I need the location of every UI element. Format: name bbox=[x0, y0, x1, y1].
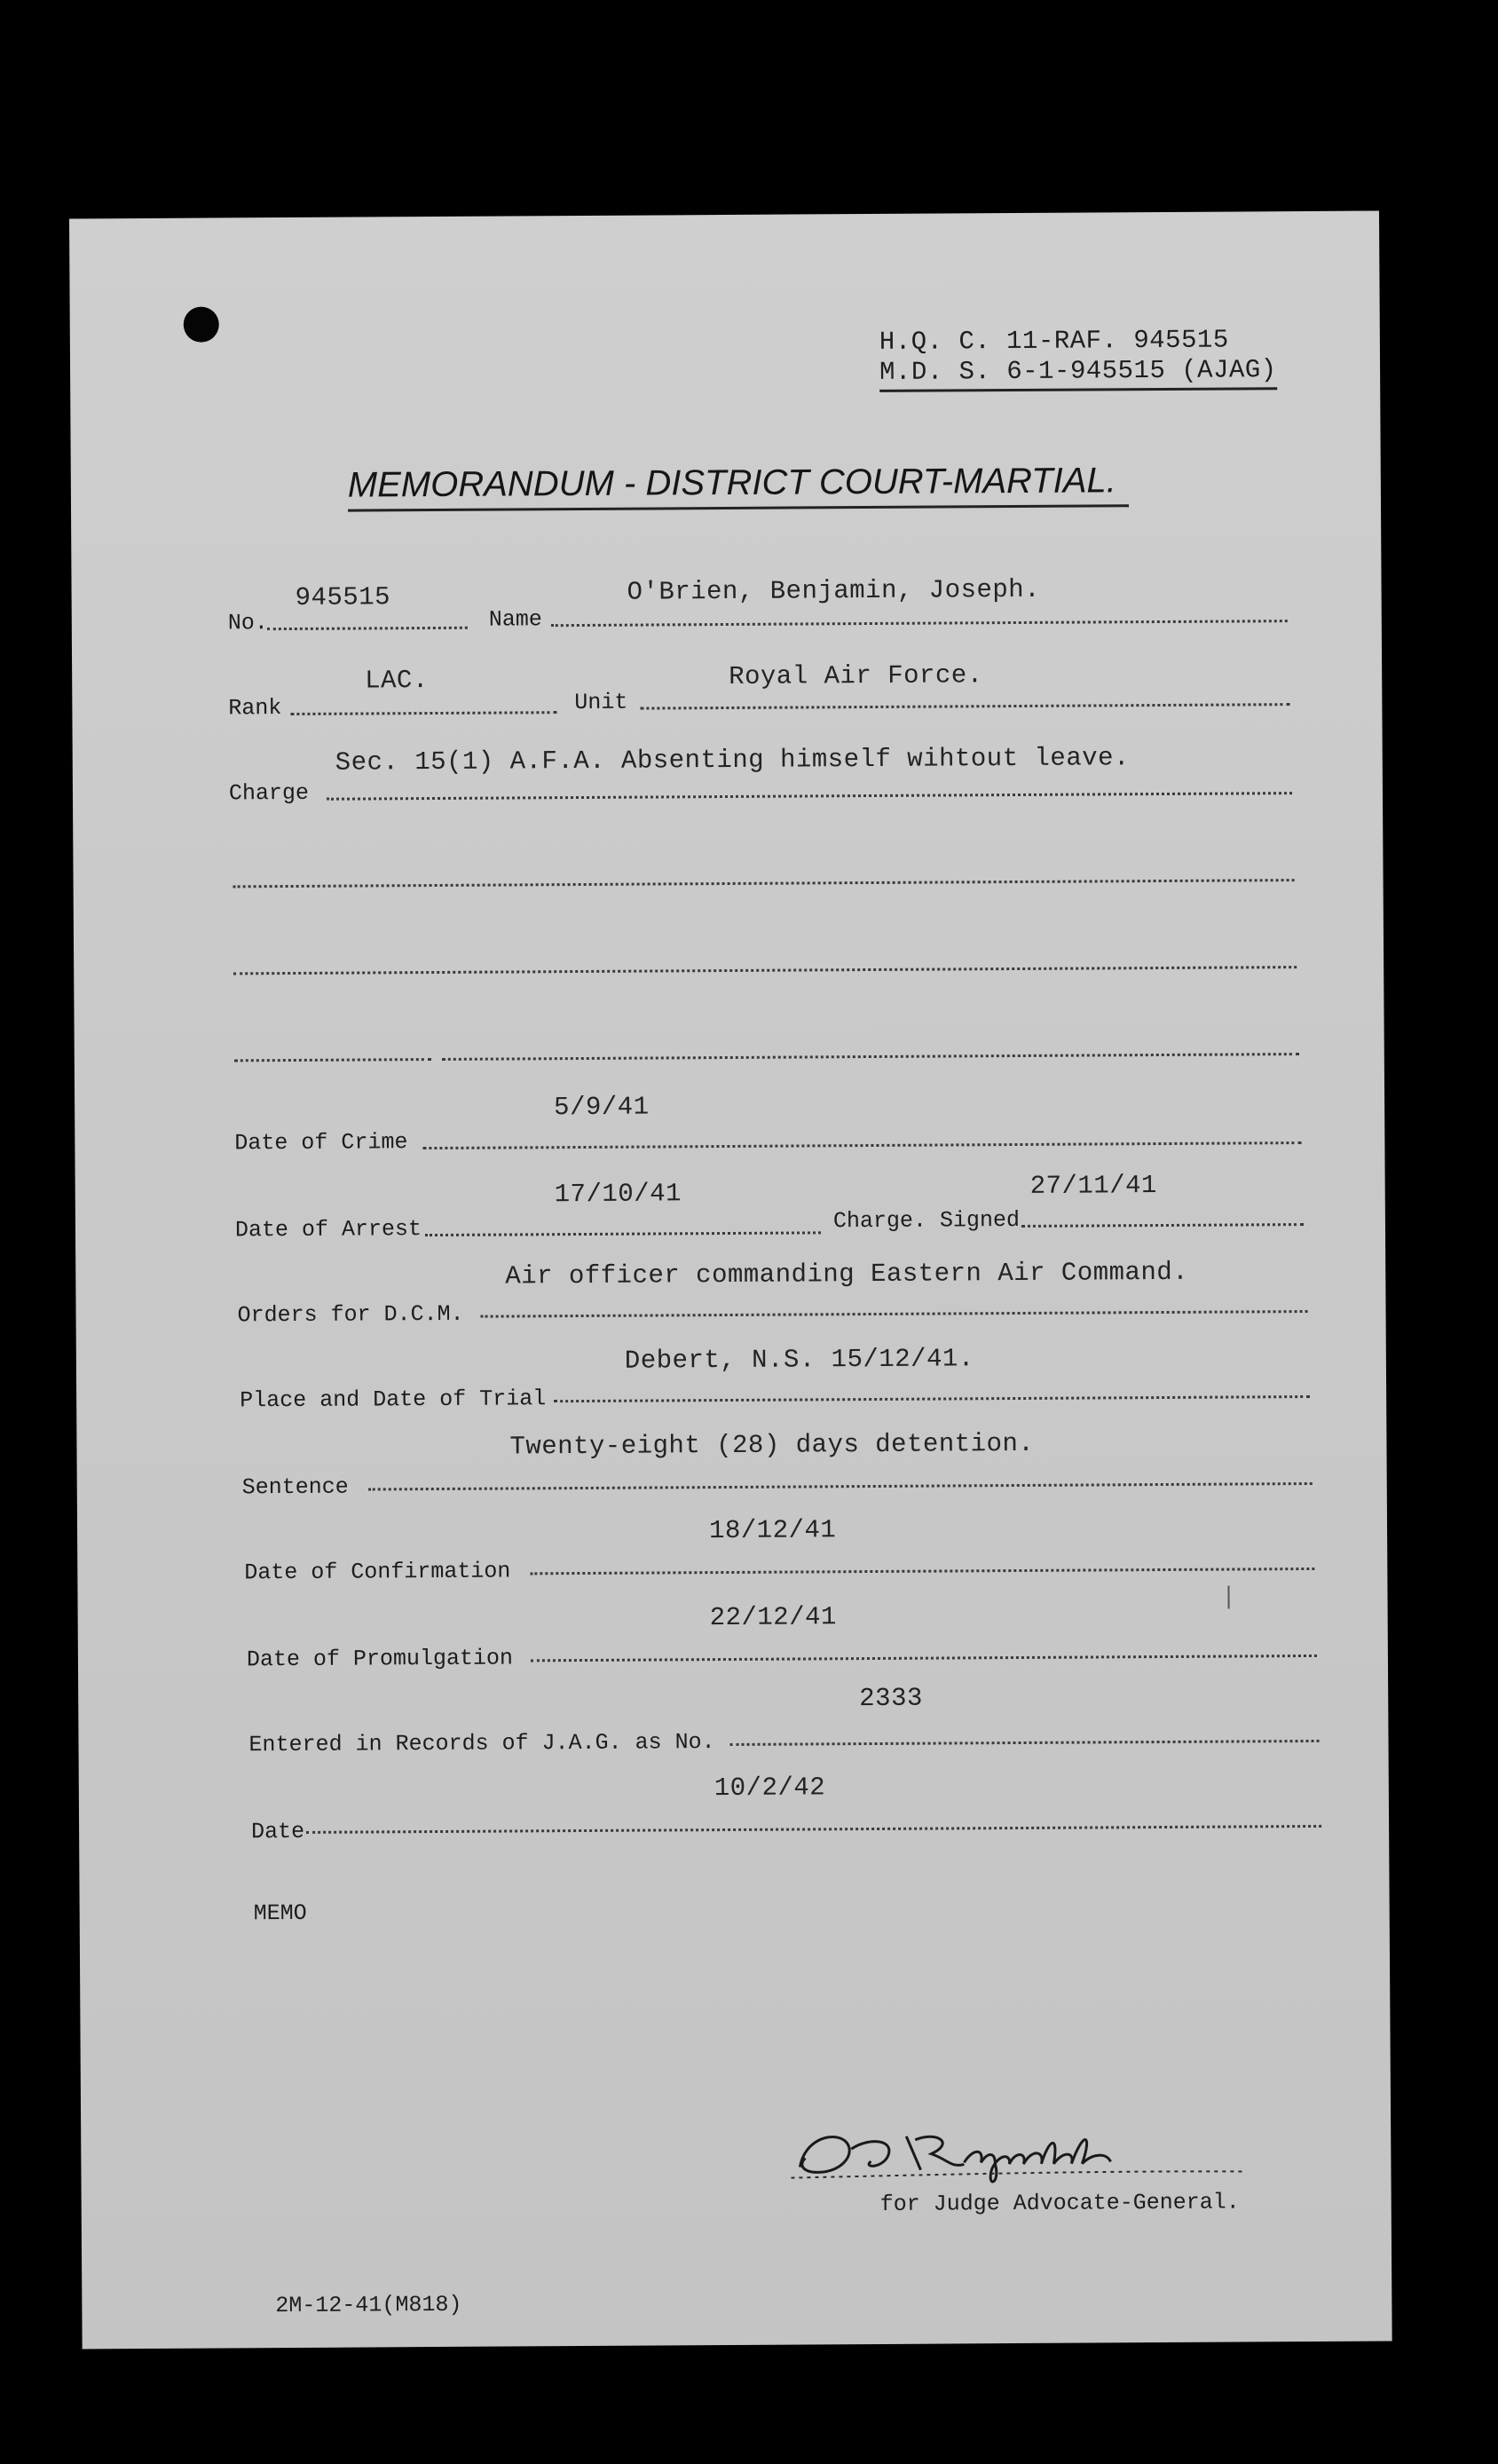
signature-caption: for Judge Advocate-General. bbox=[879, 2189, 1240, 2217]
jag-record-line bbox=[730, 1740, 1320, 1746]
page-title: MEMORANDUM - DISTRICT COURT-MARTIAL. bbox=[348, 461, 1129, 511]
charge-signed-label: Charge. Signed bbox=[832, 1206, 1021, 1235]
name-value: O'Brien, Benjamin, Joseph. bbox=[627, 574, 1041, 607]
service-number-line bbox=[267, 627, 468, 630]
orders-label: Orders for D.C.M. bbox=[237, 1300, 464, 1329]
name-line bbox=[551, 620, 1288, 627]
paper-mark bbox=[1227, 1586, 1229, 1609]
date-of-arrest-line bbox=[425, 1231, 821, 1236]
date-value: 10/2/42 bbox=[714, 1773, 826, 1804]
date-label: Date bbox=[251, 1818, 305, 1845]
charge-line-2 bbox=[233, 879, 1295, 888]
form-number: 2M-12-41(M818) bbox=[275, 2291, 462, 2319]
promulgation-label: Date of Promulgation bbox=[246, 1645, 514, 1673]
sentence-value: Twenty-eight (28) days detention. bbox=[509, 1428, 1035, 1462]
rank-label: Rank bbox=[228, 695, 282, 722]
date-of-crime-line bbox=[422, 1141, 1301, 1149]
date-of-crime-label: Date of Crime bbox=[234, 1129, 408, 1157]
confirmation-line bbox=[530, 1568, 1314, 1575]
trial-line bbox=[554, 1395, 1310, 1402]
orders-value: Air officer commanding Eastern Air Command. bbox=[505, 1257, 1189, 1291]
unit-label: Unit bbox=[574, 689, 628, 716]
name-label: Name bbox=[488, 606, 542, 633]
signature bbox=[782, 2111, 1244, 2198]
unit-value: Royal Air Force. bbox=[729, 660, 983, 691]
charge-line-4b bbox=[442, 1053, 1299, 1061]
orders-line bbox=[481, 1310, 1308, 1318]
charge-signed-value: 27/11/41 bbox=[1029, 1171, 1158, 1201]
service-number-value: 945515 bbox=[295, 582, 391, 612]
trial-value: Debert, N.S. 15/12/41. bbox=[624, 1344, 974, 1376]
file-references bbox=[879, 325, 1277, 392]
promulgation-value: 22/12/41 bbox=[709, 1602, 837, 1633]
date-of-arrest-value: 17/10/41 bbox=[554, 1179, 682, 1210]
charge-signed-line bbox=[1021, 1223, 1304, 1228]
file-ref-hq: H.Q. C. 11-RAF. 945515 bbox=[879, 325, 1229, 357]
sentence-label: Sentence bbox=[241, 1473, 349, 1501]
document-page bbox=[69, 210, 1392, 2349]
jag-record-value: 2333 bbox=[859, 1683, 923, 1714]
rank-value: LAC. bbox=[365, 666, 429, 696]
file-ref-md: M.D. S. 6-1-945515 (AJAG) bbox=[879, 355, 1277, 392]
jag-record-label: Entered in Records of J.A.G. as No. bbox=[248, 1729, 715, 1758]
date-of-arrest-label: Date of Arrest bbox=[234, 1216, 422, 1244]
date-line bbox=[306, 1825, 1321, 1834]
charge-line-1 bbox=[327, 792, 1292, 801]
service-number-label: No. bbox=[227, 610, 268, 636]
charge-value: Sec. 15(1) A.F.A. Absenting himself wihtout leave. bbox=[335, 743, 1131, 778]
unit-line bbox=[640, 703, 1289, 709]
charge-line-4a bbox=[234, 1058, 431, 1062]
promulgation-line bbox=[531, 1655, 1317, 1662]
charge-line-3 bbox=[233, 966, 1297, 975]
date-of-crime-value: 5/9/41 bbox=[554, 1092, 650, 1123]
memo-label: MEMO bbox=[253, 1899, 307, 1927]
sentence-line bbox=[368, 1482, 1313, 1490]
confirmation-value: 18/12/41 bbox=[708, 1515, 837, 1546]
rank-line bbox=[290, 711, 556, 715]
charge-label: Charge bbox=[228, 779, 310, 807]
punch-hole bbox=[184, 306, 219, 342]
confirmation-label: Date of Confirmation bbox=[244, 1558, 511, 1586]
signature-drawing bbox=[782, 2111, 1244, 2193]
trial-label: Place and Date of Trial bbox=[240, 1386, 547, 1414]
